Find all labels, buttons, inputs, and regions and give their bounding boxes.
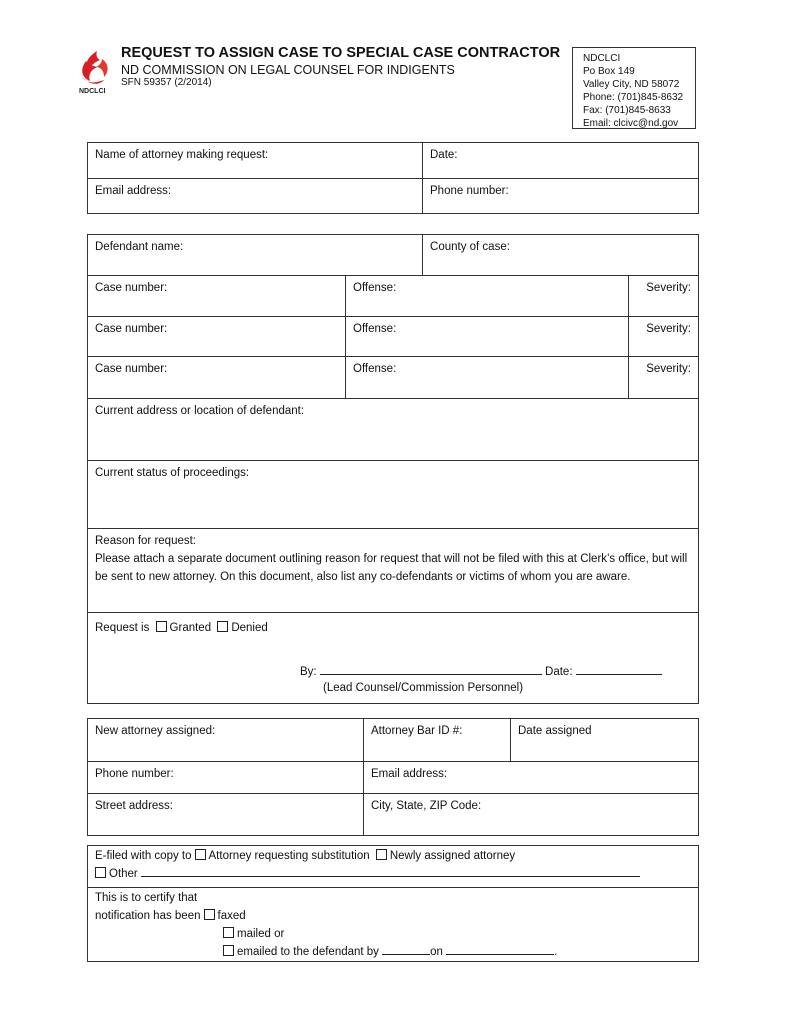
denied-label: Denied <box>231 622 268 634</box>
new-attorney-table <box>87 718 699 836</box>
offense-field[interactable] <box>346 276 629 317</box>
other-label: Other <box>109 868 138 880</box>
street-address-label: Street address: <box>95 800 173 812</box>
form-title: REQUEST TO ASSIGN CASE TO SPECIAL CASE CONTRACTOR <box>121 45 561 61</box>
decision-section <box>88 613 699 704</box>
emailed-on-line[interactable] <box>446 943 554 955</box>
by-label: By: <box>300 666 317 678</box>
mailed-label: mailed or <box>237 928 285 940</box>
address-line: Po Box 149 <box>583 66 635 77</box>
case-number-field[interactable] <box>88 357 346 399</box>
mailed-checkbox[interactable] <box>223 927 234 938</box>
notification-table <box>87 845 699 962</box>
offense-field[interactable] <box>346 357 629 399</box>
city-state-zip-field[interactable] <box>364 794 699 836</box>
new-attorney-field[interactable] <box>88 719 364 762</box>
granted-checkbox[interactable] <box>156 621 167 632</box>
granted-label: Granted <box>169 622 212 634</box>
county-label: County of case: <box>430 241 510 253</box>
other-checkbox[interactable] <box>95 867 106 878</box>
offense-label: Offense: <box>353 363 397 375</box>
form-number: SFN 59357 (2/2014) <box>121 77 212 88</box>
certify-section: This is to certify that notification has been faxed mailed or emailed to the defendant by on . <box>88 888 699 962</box>
certify-line-2: notification has been <box>95 910 201 922</box>
street-address-field[interactable] <box>88 794 364 836</box>
defendant-name-field[interactable] <box>88 235 423 276</box>
address-box <box>572 47 696 129</box>
signature-line[interactable] <box>320 663 542 675</box>
new-phone-label: Phone number: <box>95 768 174 780</box>
emailed-by-line[interactable] <box>382 943 430 955</box>
county-field[interactable] <box>423 235 699 276</box>
severity-field[interactable] <box>629 357 699 399</box>
severity-label: Severity: <box>646 363 692 375</box>
logo-text: NDCLCI <box>79 88 106 95</box>
form-subtitle: ND COMMISSION ON LEGAL COUNSEL FOR INDIGENTS <box>121 63 455 77</box>
date-label: Date: <box>430 149 458 161</box>
requesting-attorney-label: Attorney requesting substitution <box>208 850 370 862</box>
date-field[interactable] <box>423 143 699 179</box>
certify-line-1: This is to certify that <box>95 892 198 904</box>
efiled-section <box>88 846 699 888</box>
case-table <box>87 234 699 704</box>
new-email-field[interactable] <box>364 762 699 794</box>
requester-table <box>87 142 699 214</box>
case-number-field[interactable] <box>88 317 346 357</box>
emailed-label: emailed to the defendant by <box>237 946 379 958</box>
defendant-address-field[interactable] <box>88 399 699 461</box>
defendant-address-label: Current address or location of defendant: <box>95 405 305 417</box>
attorney-name-field[interactable] <box>88 143 423 179</box>
address-line: Email: clcivc@nd.gov <box>583 118 679 129</box>
case-number-label: Case number: <box>95 363 168 375</box>
date-assigned-label: Date assigned <box>518 725 592 737</box>
address-line: Fax: (701)845-8633 <box>583 105 671 116</box>
address-line: Valley City, ND 58072 <box>583 79 680 90</box>
decision-date-label: Date: <box>545 666 573 678</box>
email-label: Email address: <box>95 185 172 197</box>
new-attorney-label: New attorney assigned: <box>95 725 216 737</box>
severity-label: Severity: <box>646 323 692 335</box>
severity-field[interactable] <box>629 317 699 357</box>
case-number-label: Case number: <box>95 282 168 294</box>
case-number-field[interactable] <box>88 276 346 317</box>
by-caption: (Lead Counsel/Commission Personnel) <box>323 682 524 694</box>
faxed-checkbox[interactable] <box>204 909 215 920</box>
phone-field[interactable] <box>423 179 699 214</box>
proceedings-status-field[interactable] <box>88 461 699 529</box>
email-field[interactable] <box>88 179 423 214</box>
severity-label: Severity: <box>646 282 692 294</box>
bar-id-label: Attorney Bar ID #: <box>371 725 463 737</box>
bar-id-field[interactable] <box>364 719 511 762</box>
denied-checkbox[interactable] <box>217 621 228 632</box>
reason-section <box>88 529 699 613</box>
address-line: Phone: (701)845-8632 <box>583 92 684 103</box>
efiled-label: E-filed with copy to <box>95 850 192 862</box>
phone-label: Phone number: <box>430 185 509 197</box>
on-label: on <box>430 946 443 958</box>
emailed-checkbox[interactable] <box>223 945 234 956</box>
new-phone-field[interactable] <box>88 762 364 794</box>
new-attorney-checkbox[interactable] <box>376 849 387 860</box>
severity-field[interactable] <box>629 276 699 317</box>
new-email-label: Email address: <box>371 768 448 780</box>
offense-field[interactable] <box>346 317 629 357</box>
other-line[interactable] <box>141 865 640 877</box>
faxed-label: faxed <box>217 910 246 922</box>
offense-label: Offense: <box>353 282 397 294</box>
reason-label: Reason for request: <box>95 535 197 547</box>
attorney-name-label: Name of attorney making request: <box>95 149 269 161</box>
ndclci-logo <box>78 47 116 95</box>
case-number-label: Case number: <box>95 323 168 335</box>
new-attorney-copy-label: Newly assigned attorney <box>389 850 516 862</box>
offense-label: Offense: <box>353 323 397 335</box>
proceedings-status-label: Current status of proceedings: <box>95 467 250 479</box>
address-line: NDCLCI <box>583 53 621 64</box>
request-is-label: Request is <box>95 622 150 634</box>
requesting-attorney-checkbox[interactable] <box>195 849 206 860</box>
city-state-zip-label: City, State, ZIP Code: <box>371 800 482 812</box>
date-assigned-field[interactable] <box>511 719 699 762</box>
defendant-label: Defendant name: <box>95 241 184 253</box>
decision-date-line[interactable] <box>576 663 662 675</box>
reason-text: Please attach a separate document outlining reason for request that will not be filed with this at Clerk’s office, but will be sent to new attorney. On this document, also list any co-defendants or victims of whom you are aware. <box>95 553 688 583</box>
